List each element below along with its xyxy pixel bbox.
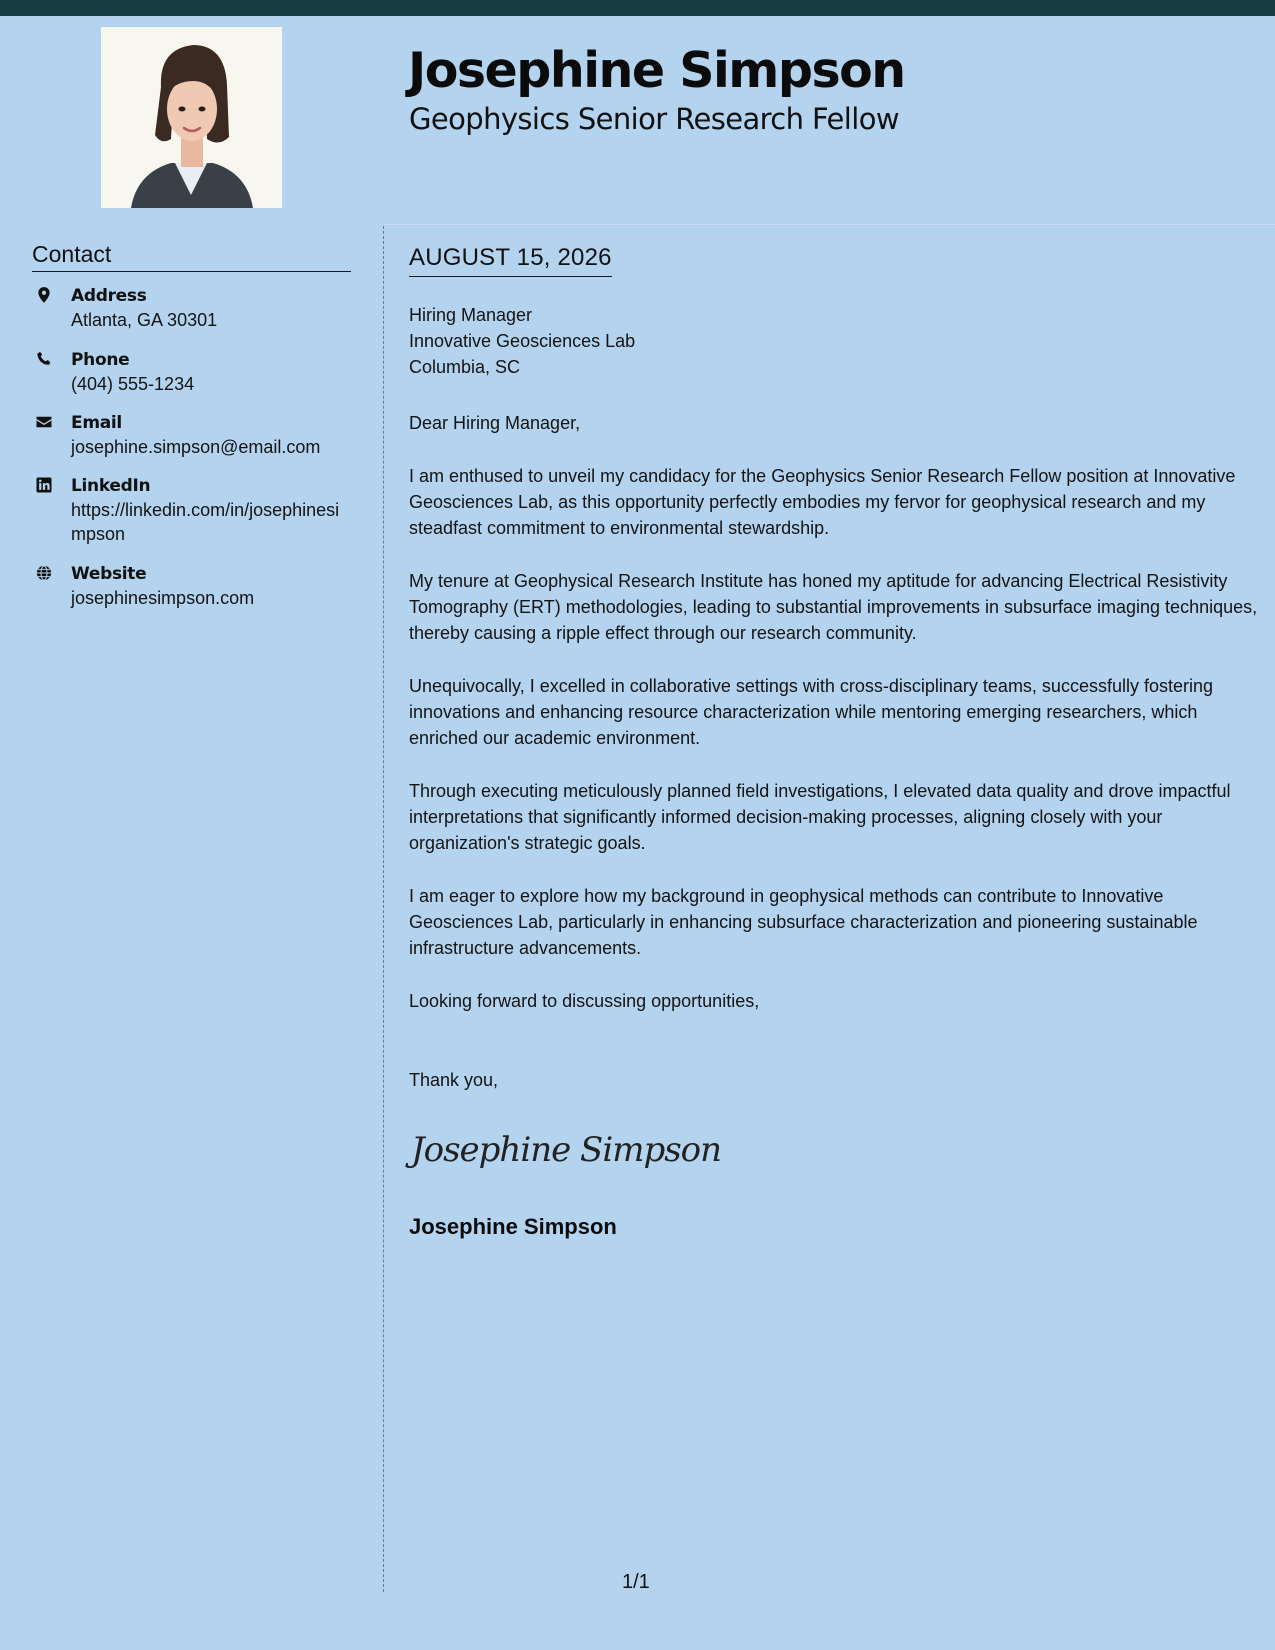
contact-label: Address xyxy=(71,286,147,306)
letter-body xyxy=(409,410,1261,1067)
address-value: Atlanta, GA 30301 xyxy=(71,310,218,330)
email-value[interactable]: josephine.simpson@email.com xyxy=(71,437,321,457)
signature xyxy=(409,1125,722,1175)
phone-value[interactable]: (404) 555-1234 xyxy=(71,374,195,394)
contact-item-email xyxy=(32,411,352,474)
contact-label: LinkedIn xyxy=(71,476,151,496)
contact-item-linkedin xyxy=(32,474,352,562)
salutation: Dear Hiring Manager, xyxy=(409,413,581,433)
recipient-block xyxy=(409,302,635,380)
letter-paragraph: My tenure at Geophysical Research Institute has honed my aptitude for advancing Electrical Resistivity Tomography (ERT) methodologies, leading to substantial improvements in subsurface imaging techniques, thereby causing a ripple effect through our research community. xyxy=(409,571,1258,643)
contact-item-phone xyxy=(32,348,352,411)
linkedin-value[interactable]: https://linkedin.com/in/josephinesimpson xyxy=(71,500,340,544)
candidate-title: Geophysics Senior Research Fellow xyxy=(409,102,899,136)
contact-label: Website xyxy=(71,564,147,584)
page-number: 1/1 xyxy=(622,1571,650,1593)
recipient-name: Hiring Manager xyxy=(409,305,533,325)
top-bar xyxy=(0,0,1275,16)
recipient-location: Columbia, SC xyxy=(409,357,521,377)
letter-paragraph: Through executing meticulously planned field investigations, I elevated data quality and drove impactful interpretations that significantly informed decision-making processes, aligning closely with your organization's strategic goals. xyxy=(409,781,1231,853)
website-value[interactable]: josephinesimpson.com xyxy=(71,588,255,608)
letter-paragraph: I am enthused to unveil my candidacy for the Geophysics Senior Research Fellow position at Innovative Geosciences Lab, as this opportunity perfectly embodies my fervor for geophysical research and my steadfast commitment to environmental stewardship. xyxy=(409,466,1236,538)
closing-line: Looking forward to discussing opportunities, xyxy=(409,991,760,1011)
signature-text: Josephine Simpson xyxy=(411,1130,722,1170)
contact-heading: Contact xyxy=(32,241,351,272)
sign-off: Thank you, xyxy=(409,1070,499,1090)
contact-list xyxy=(32,284,352,610)
envelope-icon xyxy=(35,413,53,431)
letter-paragraph: I am eager to explore how my background in geophysical methods can contribute to Innovative Geosciences Lab, particularly in enhancing subsurface characterization and pioneering sustainable infrastructure advancements. xyxy=(409,886,1198,958)
letter-paragraph: Unequivocally, I excelled in collaborative settings with cross-disciplinary teams, successfully fostering innovations and enhancing resource characterization while mentoring emerging researchers, which enriched our academic environment. xyxy=(409,676,1214,748)
location-pin-icon xyxy=(35,286,53,304)
linkedin-icon xyxy=(35,476,53,494)
column-divider xyxy=(383,226,384,1592)
contact-item-address xyxy=(32,284,352,348)
signed-name: Josephine Simpson xyxy=(409,1214,617,1239)
letter-date: AUGUST 15, 2026 xyxy=(409,244,612,277)
avatar xyxy=(101,27,282,208)
contact-item-website xyxy=(32,562,352,610)
contact-label: Phone xyxy=(71,350,130,370)
contact-label: Email xyxy=(71,413,122,433)
candidate-name: Josephine Simpson xyxy=(408,42,905,99)
recipient-company: Innovative Geosciences Lab xyxy=(409,331,636,351)
header-divider xyxy=(384,224,1275,225)
phone-icon xyxy=(35,350,53,368)
globe-icon xyxy=(35,564,53,582)
